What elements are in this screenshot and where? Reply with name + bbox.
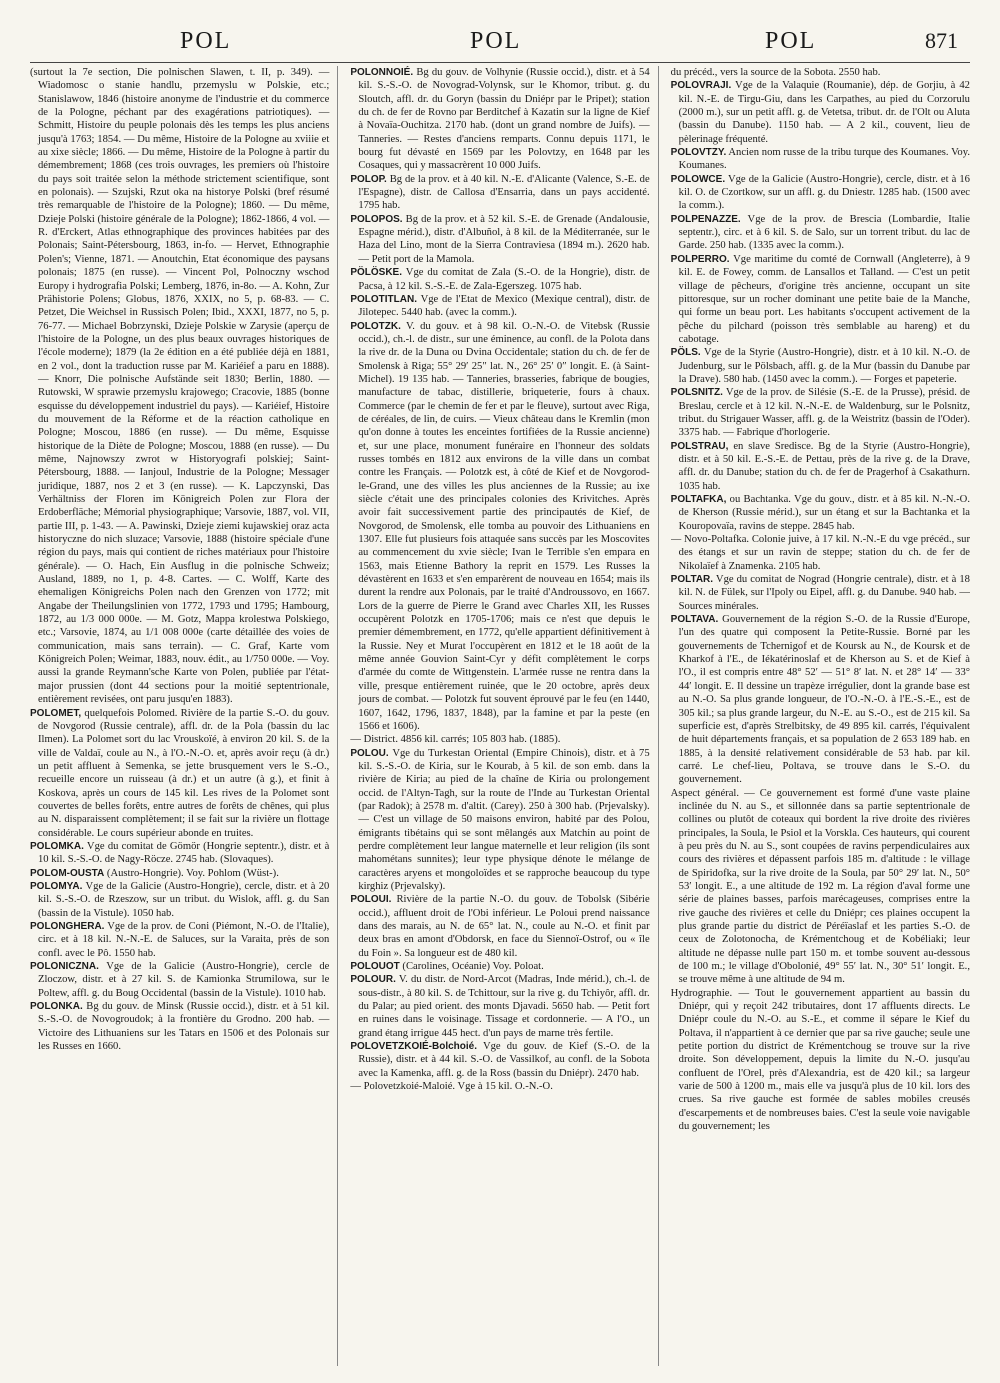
dictionary-entry <box>30 840 329 867</box>
entry-text: Hydrographie. — Tout le gouvernement appartient au bassin du Dniépr, qui y reçoit 242 tributaires, dont 17 affluents directs. Le Dniépr coule du N.-O. au S.-E., et comme il sépare le Kief du Poltava, il n'appartient à ce dernier que par sa rive gauche; seule une petite portion du district de Krémentchoug se trouve sur la rive droite. Son développement, depuis la limite du N.-O. jusqu'au confluent de l'Orel, près d'Alexandria, est de 420 kil.; sa largeur varie de 500 à 1200 m., mais elle va jusqu'à plus de 10 kil. lors des crues. Sa rive gauche est formée de sables mobiles creusés d'escarpements et de nombreuses baies. C'est la seule voie navigable du gouvernement; les <box>670 987 970 1133</box>
entry-text: Vge du gouv. de Kief (S.-O. de la Russie), distr. et à 44 kil. S.-O. de Vassilkof, au confl. de la Sobota avec la Kamenka, affl. g. de la Ross (bassin du Dniépr). 2470 hab. <box>358 1041 650 1079</box>
entry-text: Vge du comitat de Zala (S.-O. de la Hongrie), distr. de Pacsa, à 12 kil. S.-S.-E. de Zala-Egerszeg. 1075 hab. <box>358 267 650 292</box>
entry-text: Bg du gouv. de Volhynie (Russie occid.), distr. et à 54 kil. S.-S.-O. de Novograd-Volynsk, sur le Khomor, tribut. g. du Sloutch, affl. dr. du Goryn (bassin du Dniépr par le Pripet); station du ch. de fer de Rovno par Berditchef à Kazatin sur la ligne de Kief à Novaïa-Ouchitza. 2170 hab. (dont un grand nombre de Juifs). — Tanneries. — Restes d'anciens remparts. Connu depuis 1171, le bourg fut dévasté en 1569 par les Polovtzy, en 1648 par les Cosaques, qui y massacrèrent 10 000 Juifs. <box>358 67 650 172</box>
dictionary-entry <box>671 533 970 573</box>
entry-text: Vge de l'Etat de Mexico (Mexique central), distr. de Jilotepec. 5440 hab. (avec la comm.). <box>358 293 650 319</box>
entry-headword: POLONKA. <box>30 1001 83 1013</box>
entry-text: V. du gouv. et à 98 kil. O.-N.-O. de Vitebsk (Russie occid.), ch.-l. de distr., sur une éminence, au confl. de la Polota dans la rive dr. de la Duna ou Dvina Occidentale; station du ch. de fer de Smolensk à Riga; 55° 29′ 25″ lat. N., 26° 25′ 0″ longit. E. (à Saint-Michel). 19 135 hab. — Tanneries, brasseries, fabrique de bougies, manufacture de tabac, distillerie, briqueterie, fours à chaux. Commerce (par le chemin de fer et par le fleuve), surtout avec Riga, de céréales, de lin, de cuirs. — Vieux château dans le Kremlin (mon qu'on donne à toutes les enceintes fortifiées de la Russie ancienne) et, sur une place, monument funéraire en l'honneur des soldats russes tombés en 1812 aux environs de la ville dans un combat contre les Français. — Polotzk est, à côté de Kief et de Novgorod-le-Grand, une des villes les plus anciennes de la Russie; au ixe siècle c'était une des principales colonies des Krivitches. Après avoir fait successivement partie des principautés de Kief, de Novgorod, de Smolensk, elle tomba au pouvoir des Lithuaniens en 1307. Elle fut plusieurs fois attaquée sans succès par les Moscovites au commencement du xvie siècle; Ivan le Terrible s'en empara en 1563, mais Etienne Bathory la reprit en 1579. Les Russes la dévastèrent en 1633 et s'en emparèrent de nouveau en 1654; mais ils durent la rendre aux Polonais, par le traité d'Androussovo, en 1667. Lors de la guerre de Pierre le Grand avec Charles XII, les Russes occupèrent Polotzk en 1705-1706; mais ce n'est que depuis le premier démembrement, en 1772, qu'elle appartient définitivement à la Russie. Ney et Murat l'occupèrent en 1812 et le 18 août de la même année Gouvion Saint-Cyr y défit complètement le corps d'armée du comte de Wittgenstein. L'armée russe ne rentra dans la ville, presque entièrement ruinée, que le 20 octobre, après deux jours de combat. — Polotzk fut souvent éprouvé par le feu (en 1440, 1607, 1642, 1796, 1837, 1848), par la famine et par la peste (en 1566 et 1606). <box>358 320 650 732</box>
entry-text: Vge de la Styrie (Austro-Hongrie), distr. et à 10 kil. N.-O. de Judenburg, sur le Pölsbach, affl. g. de la Mur (bassin du Danube par la Drave). 580 hab. (1450 avec la comm.). — Forges et papeterie. <box>678 347 970 385</box>
entry-text: — District. 4856 kil. carrés; 105 803 hab. (1885). <box>350 734 561 746</box>
entry-headword: POLOMKA. <box>30 840 84 852</box>
dictionary-entry <box>671 66 970 79</box>
page-header <box>30 22 970 63</box>
dictionary-entry <box>350 293 649 320</box>
entry-text: V. du distr. de Nord-Arcot (Madras, Inde mérid.), ch.-l. de sous-distr., à 80 kil. S. de Tchittour, sur la rive g. du Tchiyôr, affl. dr. du Palar; au pied orient. des monts Djavadi. 5650 hab. — Petit fort en ruines dans le voisinage. Tissage et cordonnerie. — A l'O., un grand étang irrigue 445 hect. d'un pays de marne très fertile. <box>358 974 650 1039</box>
entry-text: Vge de la Galicie (Austro-Hongrie), cercle, distr. et à 20 kil. S.-S.-O. de Rzeszow, sur un tribut. du Wislok, affl. g. du San (bassin de la Vistule). 1050 hab. <box>38 880 330 919</box>
entry-text: quelquefois Polomed. Rivière de la partie S.-O. du gouv. de Novgorod (Russie centrale), affl. dr. de la Pola (bassin du lac Ilmen). La Polomet sort du lac Vrouskoïé, à environ 20 kil. S. de la ville de Valdaï, coule au N., à l'O.-N.-O. et, après avoir reçu (à dr.) un petit affluent à Semenka, se jette brusquement vers le S.-O., recueille encore un ruisseau (à dr.) et un autre (à g.), et finit à Koskova, après un cours de 145 kil. Les rives de la Polomet sont couvertes de belles forêts, entre autres de forêts de chênes, qui plus au N. disparaissent complètement; il se fait sur la rivière un flottage considérable. Le cours supérieur abonde en truites. <box>38 707 330 839</box>
entry-text: Vge du comitat de Gömör (Hongrie septentr.), distr. et à 10 kil. S.-S.-O. de Nagy-Röcze. 2745 hab. (Slovaques). <box>38 840 330 866</box>
dictionary-entry <box>671 79 970 146</box>
running-head-right: POL <box>765 28 817 54</box>
dictionary-entry <box>350 173 649 213</box>
dictionary-entry <box>350 893 649 960</box>
entry-headword: PÖLS. <box>670 347 701 359</box>
dictionary-entry <box>350 1080 649 1093</box>
entry-headword: POLOTITLAN. <box>350 293 417 305</box>
entry-headword: POLPENAZZE. <box>670 213 741 225</box>
dictionary-entry <box>30 960 329 1000</box>
entry-text: Gouvernement de la région S.-O. de la Russie d'Europe, l'un des quatre qui composent la Petite-Russie. Borné par les gouvernements de Tchernigof et de Koursk au N., de Koursk et de Kharkof à l'E., de Iékatérinoslaf et de Kherson au S. et de Kief à l'O., il est compris entre 48° 52′ — 51° 8′ lat. N. et 28° 14′ — 33° 44′ longit. E. Il dessine un trapèze irrégulier, dont la grande base est au N.-O. Sa plus grande longueur, de l'O.-N.-O. à l'E.-S.-E., est de 305 kil.; sa plus grande largeur, du N.-E. au S.-O., est de 215 kil. Sa superficie est, d'après Strelbitsky, de 49 895 kil. carrés, l'équivalent de huit départements français, et sa population de 2 653 189 hab. en 1885, à la densité relativement considérable de 53 hab. par kil. carré. Le chef-lieu, Poltava, se trouve dans le S.-O. du gouvernement. <box>678 614 970 786</box>
entry-text: (Austro-Hongrie). Voy. Pohlom (Wüst-). <box>104 867 279 879</box>
entry-headword: POLPERRO. <box>670 253 730 265</box>
entry-text: (Carolines, Océanie) Voy. Poloat. <box>399 961 544 973</box>
entry-text: (surtout la 7e section, Die polnischen Slawen, t. II, p. 349). — Wiadomosc o stanie handlu, przemyslu w Polskie, etc.; Stanislawow, 1846 (histoire anonyme de l'industrie et du commerce de la Pologne, péchant par des exagérations patriotiques). — Schmitt, Histoire du peuple polonais dès les temps les plus anciens jusqu'à 1763; 1854. — Du même, Histoire de la Pologne au xviiie et au xixe siècle; 1866. — Du même, Histoire de la Pologne à partir du démembrement; 1868 (ces trois ouvrages, les premiers où l'histoire du pays soit traitée selon la méthode strictement scientifique, sont en polonais). — Szujski, Rzut oka na historye Polski (bref résumé très remarquable de l'histoire de la Pologne); 1860. — Du même, Dzieje Polski (histoire générale de la Pologne); 1862-1866, 4 vol. — R. d'Erckert, Atlas ethnographique des provinces habitées par des Polonais; Saint-Pétersbourg, 1863, in-fo. — Hervet, Ethnographie Polen's; Vienne, 1871. — Anoutchin, Etat économique des paysans polonais; 1875 (en russe). — Vincent Pol, Polnoczny wschod Europy i hydrografia Polski; Lemberg, 1876, in-8o. — A. Kohn, Zur Prähistorie Polens; Globus, 1876, XXIX, no 5, p. 68-83. — C. Petzet, Die Weichsel in Russisch Polen; Ibid., XXXI, 1877, no 5, p. 76-77. — Michael Bobrzynski, Dzieje Polskie w Zarysie (aperçu de l'histoire de la Pologne, un des plus beaux ouvrages historiques de l'école moderne); 1879 (la 2e édition en a été publiée déjà en 1881, en 2 vol., dont la traduction russe par M. Kariéief a paru en 1888). — Knorr, Die polnische Aufstände seit 1830; Berlin, 1880. — Rutowski, W sprawie przemyslu krajowego; Cracovie, 1885 (bonne esquisse du développement industriel du pays). — Kariéief, Histoire du mouvement de la Réforme et de la réaction catholique en Pologne; Moscou, 1886 (en russe). — Du même, Esquisse historique de la Diète de Pologne; Moscou, 1888 (en russe). — Du même, Najnowszy zwrot w Historyografi polskiej; Saint-Pétersbourg, 1888. — Ianjoul, Industrie de la Pologne; Messager juridique, 1887, nos 2 et 3 (en russe). — K. Lapczynski, Das Verhältniss der Floren im Königreich Polen zur Flora der Erdoberfläche; Mémorial physiographique; Varsovie, 1887, vol. VII, partie III, p. 1-43. — A. Pawinski, Dzieje ziemi kujawskiej oraz acta historyczne do nich sluzace; Varsovie, 1888 (histoire spéciale d'une région du pays, mais qui contient de riches matériaux pour l'histoire générale). — O. Hach, Ein Ausflug in die polnische Schweiz; Ausland, 1889, no 1, p. 4-8. Cartes. — C. Wolff, Karte des ehemaligen Königreichs Polen nach den Grenzen von 1772; mit Angabe der Theilungslinien von 1772, 1793 und 1795; Hambourg, 1872, au 1/3 000 000e. — M. Gotz, Mappa krolestwa Polskiego, etc.; Varsovie, 1874, au 1/1 008 000e (carte détaillée des voies de communication, mais sans terrain). — C. Graf, Karte vom Königreich Polen; Weimar, 1883, nouv. édit., au 1/750 000e. — Voy. aussi la grande Reymann'sche Karte von Polen, publiée par l'état-major prussien (dont 44 sections pour la moitié septentrionale, entièrement revisées, ont paru jusqu'en 1883). <box>30 67 330 706</box>
dictionary-entry <box>350 66 649 173</box>
dictionary-entry <box>350 266 649 293</box>
entry-text: du précéd., vers la source de la Sobota. 2550 hab. <box>670 67 881 78</box>
entry-headword: POLOMET, <box>30 707 82 719</box>
entry-text: Vge du comitat de Nograd (Hongrie centrale), distr. et à 18 kil. N. de Fülek, sur l'Ipoly ou Eipel, affl. g. du Danube. 940 hab. — Sources minérales. <box>678 574 970 612</box>
text-columns <box>30 66 970 1366</box>
running-head-left: POL <box>180 28 232 54</box>
entry-headword: POLOVRAJI. <box>670 80 732 92</box>
entry-headword: POLOMYA. <box>30 880 83 892</box>
entry-headword: POLOUOT <box>350 961 400 973</box>
entry-headword: POLONGHERA. <box>30 921 105 932</box>
entry-text: Vge de la Galicie (Austro-Hongrie), cercle, distr. et à 16 kil. O. de Czortkow, sur un affl. g. du Dniestr. 1285 hab. (1500 avec la comm.). <box>678 173 970 212</box>
dictionary-entry <box>350 960 649 973</box>
entry-headword: POLOVETZKOIÉ-Bolchoié. <box>350 1041 478 1053</box>
dictionary-entry <box>30 880 329 920</box>
entry-text: — Polovetzkoié-Maloié. Vge à 15 kil. O.-N.-O. <box>350 1081 553 1093</box>
entry-headword: POLOP. <box>350 173 387 185</box>
running-head-center: POL <box>470 28 522 54</box>
dictionary-entry <box>30 920 329 960</box>
entry-text: Vge de la Valaquie (Roumanie), dép. de Gorjiu, à 42 kil. N.-E. de Tirgu-Giu, dans les Carpathes, au pied du Corzorulu (2000 m.), sur un petit affl. g. de Vetetsa, tribut. dr. de l'Olt ou Aluta (bassin du Danube). 1150 hab. — A 2 kil., couvent, lieu de pèlerinage fréquenté. <box>678 80 970 145</box>
dictionary-entry <box>671 573 970 613</box>
dictionary-entry <box>30 1000 329 1053</box>
column-2 <box>350 66 658 1366</box>
dictionary-entry <box>671 146 970 173</box>
entry-text: en slave Sredisce. Bg de la Styrie (Austro-Hongrie), distr. et à 50 kil. E.-S.-E. de Pettau, près de la rive g. de la Drave, affl. dr. du Danube; station du ch. de fer de Pragerhof à Csakathurn. 1035 hab. <box>678 440 970 492</box>
dictionary-entry <box>671 987 970 1134</box>
dictionary-entry <box>350 733 649 746</box>
dictionary-entry <box>30 867 329 880</box>
entry-text: Vge du Turkestan Oriental (Empire Chinois), distr. et à 75 kil. S.-S.-O. de Kiria, sur le Kourab, à 5 kil. de son emb. dans la rivière de Kiria; au pied de la chaîne de Kiria ou prolongement occid. de l'Altyn-Tagh, sur la route de l'Inde au Turkestan Oriental (par Radok); à 2578 m. d'altit. (Carey). 250 à 300 hab. (Prjevalsky). — C'est un village de 50 maisons environ, habité par des Polou, émigrants tibétains qui se sont mêlangés aux Matchin au point de perdre complètement leur langue maternelle et leur religion (ils sont mahométans sunnites); leur type physique dénote le mélange de caractères aryens et mongoloïdes et se rapproche beaucoup du type kirghiz (Prjevalsky). <box>358 747 650 892</box>
column-3 <box>671 66 970 1366</box>
page-number: 871 <box>925 28 958 53</box>
dictionary-entry <box>350 1040 649 1080</box>
dictionary-entry <box>671 386 970 439</box>
entry-headword: POLTAFKA, <box>670 494 727 505</box>
dictionary-entry <box>350 320 649 734</box>
entry-text: Aspect général. — Ce gouvernement est formé d'une vaste plaine inclinée du N. au S., et sillonnée dans sa partie septentrionale de collines ou plutôt de coteaux qui bordent la rive droite des rivières principales, la Soula, le Psiol et la Vorskla. Ces hauteurs, qui courent à peu près du N. au S., sont coupées de ravins perpendiculaires aux cours des rivières et dépassent parfois 185 m. d'altitude : le village de Spiridofka, sur la rive droite de la Soula, par 50° 29′ lat. N., 50° 53′ longit. E., a une altitude de 192 m. La région d'aval forme une série de plaines basses, parfois marécageuses, comprises entre la rive gauche des rivières et celle du Dniépr; ces plaines occupent la plus grande partie du district de Péréïaslaf et les parties S.-O. de ceux de Zolotonocha, de Krémentchoug et de Kobéliaki; leur altitude ne dépasse nulle part 150 m. et tombe souvent au-dessous de 100 m.; le village d'Obolonié, 49° 55′ lat. N., 30° 51′ longit. E., se trouve même à une altitude de 94 m. <box>670 787 970 986</box>
dictionary-entry <box>30 66 329 707</box>
entry-headword: POLOPOS. <box>350 213 403 225</box>
entry-text: Bg de la prov. et à 40 kil. N.-E. d'Alicante (Valence, S.-E. de l'Espagne), distr. de Callosa d'Ensarria, dans un pays accidenté. 1795 hab. <box>358 173 650 212</box>
entry-text: Vge de la prov. de Brescia (Lombardie, Italie septentr.), circ. et à 6 kil. S. de Salo, sur un torrent tribut. du lac de Garde. 250 hab. (1335 avec la comm.). <box>678 213 970 252</box>
dictionary-entry <box>671 493 970 533</box>
entry-text: Rivière de la partie N.-O. du gouv. de Tobolsk (Sibérie occid.), affluent droit de l'Obi inférieur. Le Poloui prend naissance dans des marais, au N. de 65° lat. N., coule au N.-O. et finit par deux bras en amont d'Obdorsk, en face du Siennoï-Ostrof, ou « île du Foin ». Sa longueur est de 480 kil. <box>358 894 650 959</box>
entry-text: Bg de la prov. et à 52 kil. S.-E. de Grenade (Andalousie, Espagne mérid.), distr. d'Albuñol, à 8 kil. de la Méditerranée, sur le Haza del Lino, mont de la Sierra Contraviesa (1894 m.). 2620 hab. — Petit port de la Mamola. <box>358 213 650 265</box>
entry-headword: POLSNITZ. <box>670 387 723 399</box>
dictionary-entry <box>30 707 329 840</box>
entry-headword: POLOM-OUSTA <box>30 867 105 879</box>
entry-headword: POLTAVA. <box>670 614 719 626</box>
dictionary-entry <box>671 787 970 987</box>
dictionary-entry <box>350 213 649 266</box>
column-1 <box>30 66 338 1366</box>
entry-headword: POLOUR. <box>350 974 396 986</box>
entry-text: — Novo-Poltafka. Colonie juive, à 17 kil. N.-N.-E du vge précéd., sur des étangs et sur un ravin de steppe; station du ch. de fer de Nikolaïef à Znamenka. 2105 hab. <box>670 534 970 572</box>
entry-headword: POLONNOIÉ. <box>350 67 414 78</box>
dictionary-entry <box>671 346 970 386</box>
entry-headword: POLONICZNA. <box>30 961 99 973</box>
entry-headword: PÖLÖSKE. <box>350 267 403 279</box>
entry-text: Ancien nom russe de la tribu turque des Koumanes. Voy. Koumanes. <box>678 147 970 172</box>
entry-text: Vge maritime du comté de Cornwall (Angleterre), à 9 kil. E. de Fowey, comm. de Lansallos et Talland. — C'est un petit village de pêcheurs, d'origine très ancienne, occupant un site pittoresque, sur un rocher dominant une petite baie de la Manche, qui forme un beau port. Les habitants s'occupent activement de la pêche du pilchard (poisson très semblable au hareng) et du cabotage. <box>678 253 970 345</box>
entry-text: Vge de la prov. de Coni (Piémont, N.-O. de l'Italie), circ. et à 18 kil. N.-N.-E. de Saluces, sur la Varaita, près de son confl. avec le Pô. 1550 hab. <box>38 921 330 959</box>
entry-headword: POLOWCE. <box>670 173 726 185</box>
entry-headword: POLOUI. <box>350 894 392 906</box>
entry-text: Vge de la prov. de Silésie (S.-E. de la Prusse), présid. de Breslau, cercle et à 12 kil. N.-N.-E. de Waldenburg, sur le Polsnitz, tribut. du Strigauer Wasser, affl. g. de la Weistritz (bassin de l'Oder). 3375 hab. — Fabrique d'horlogerie. <box>678 387 970 439</box>
entry-text: Bg du gouv. de Minsk (Russie occid.), distr. et à 51 kil. S.-S.-O. de Novogroudok; à la frontière du Grodno. 200 hab. — Victoire des Lithuaniens sur les Tatars en 1506 et des Polonais sur les Russes en 1660. <box>38 1001 330 1053</box>
dictionary-entry <box>671 613 970 786</box>
entry-headword: POLTAR. <box>670 574 714 586</box>
dictionary-entry <box>671 253 970 346</box>
dictionary-entry <box>671 440 970 493</box>
entry-headword: POLSTRAU, <box>670 440 729 452</box>
dictionary-entry <box>671 173 970 213</box>
entry-headword: POLOTZK. <box>350 320 401 332</box>
entry-headword: POLOVTZY. <box>670 147 727 159</box>
entry-text: Vge de la Galicie (Austro-Hongrie), cercle de Zloczow, distr. et à 27 kil. S. de Kamionka Strumilowa, sur le Poltew, affl. g. du Boug Occidental (bassin de la Vistule). 1010 hab. <box>38 961 330 999</box>
entry-headword: POLOU. <box>350 747 389 759</box>
dictionary-entry <box>671 213 970 253</box>
dictionary-entry <box>350 747 649 894</box>
dictionary-entry <box>350 973 649 1040</box>
entry-text: ou Bachtanka. Vge du gouv., distr. et à 85 kil. N.-N.-O. de Kherson (Russie mérid.), sur un étang et sur la Bachtanka et la Kouropovaïa, ravins de steppe. 2845 hab. <box>678 494 970 532</box>
